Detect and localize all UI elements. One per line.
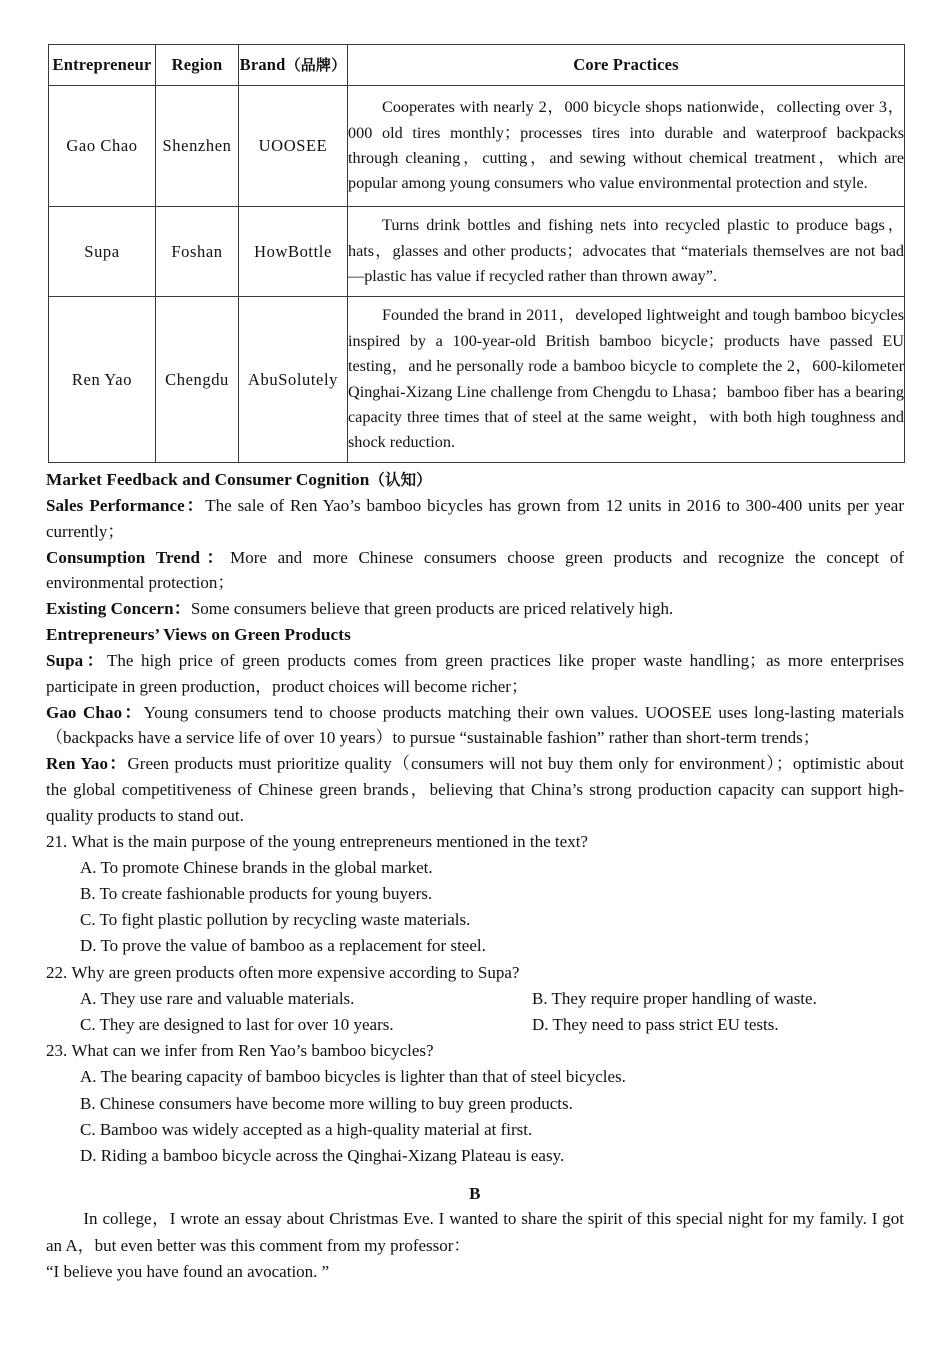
section-b-paragraph-2: “I believe you have found an avocation. ” xyxy=(46,1262,330,1282)
entrepreneur-table-wrapper xyxy=(48,44,905,463)
col-header-brand xyxy=(239,45,348,86)
colon-view-ren-yao: ： xyxy=(108,754,128,774)
view-item-gao-chao xyxy=(46,700,904,752)
question-23-option-b[interactable]: B. Chinese consumers have become more willing to buy green products. xyxy=(80,1093,573,1113)
colon-view-supa: ： xyxy=(83,650,107,670)
question-21-option-a[interactable]: A. To promote Chinese brands in the global market. xyxy=(80,857,433,877)
question-22-stem xyxy=(46,960,904,986)
label-sales-performance: Sales Performance xyxy=(46,496,185,515)
label-view-ren-yao: Ren Yao xyxy=(46,754,109,774)
question-23-text: What can we infer from Ren Yao’s bamboo bicycles? xyxy=(71,1041,434,1061)
section-heading-market-feedback-en: Market Feedback and Consumer Cognition xyxy=(46,470,370,489)
label-consumption-trend: Consumption Trend xyxy=(46,547,201,567)
cell-region: Foshan xyxy=(156,207,239,297)
question-22-number: 22. xyxy=(46,962,68,982)
question-21-number: 21. xyxy=(46,831,68,851)
question-22-options-row-1 xyxy=(46,986,904,1012)
question-21-stem xyxy=(46,829,904,855)
entrepreneur-table xyxy=(48,44,905,463)
text-view-ren-yao: Green products must prioritize quality（consumers will not buy them only for environment）；optimistic about the global competitiveness of Chinese green brands，believing that China’s strong production capacity can support high-quality products to stand out. xyxy=(46,754,905,825)
table-row xyxy=(49,207,905,297)
question-22-options-row-2 xyxy=(46,1012,904,1038)
article-body xyxy=(46,467,904,1285)
question-23-number: 23. xyxy=(46,1041,68,1061)
view-item-supa xyxy=(46,648,904,700)
cell-region: Shenzhen xyxy=(156,86,239,207)
question-22-option-b[interactable]: B. They require proper handling of waste. xyxy=(532,988,817,1008)
cell-region: Chengdu xyxy=(156,297,239,463)
colon-consumption-trend: ： xyxy=(200,547,231,567)
section-letter-b: B xyxy=(469,1184,481,1204)
col-header-brand-en: Brand xyxy=(239,55,286,74)
view-item-ren-yao xyxy=(46,751,904,828)
table-header-row xyxy=(49,45,905,86)
cell-brand: AbuSolutely xyxy=(239,297,348,463)
question-21 xyxy=(46,829,904,960)
question-23-option-c[interactable]: C. Bamboo was widely accepted as a high-quality material at first. xyxy=(80,1119,533,1139)
text-view-supa: The high price of green products comes from green practices like proper waste handling；as more enterprises participate in green production，product choices will become richer； xyxy=(46,650,904,696)
cell-entrepreneur: Gao Chao xyxy=(49,86,156,207)
question-21-option-d[interactable]: D. To prove the value of bamboo as a replacement for steel. xyxy=(80,936,486,956)
text-view-gao-chao: Young consumers tend to choose products matching their own values. UOOSEE uses long-lasting materials（backpacks have a service life of over 10 years）to pursue “sustainable fashion” rather than short-term trends； xyxy=(46,702,904,748)
table-row xyxy=(49,297,905,463)
section-heading-entrepreneurs-views: Entrepreneurs’ Views on Green Products xyxy=(46,624,351,644)
col-header-core-practices: Core Practices xyxy=(348,45,905,86)
market-item-existing-concern xyxy=(46,596,904,622)
section-heading-market-feedback-cn: （认知） xyxy=(369,471,432,489)
question-23 xyxy=(46,1038,904,1169)
table-row xyxy=(49,86,905,207)
cell-entrepreneur: Ren Yao xyxy=(49,297,156,463)
question-22-option-a[interactable]: A. They use rare and valuable materials. xyxy=(80,988,355,1008)
question-22-text: Why are green products often more expensive according to Supa? xyxy=(71,962,520,982)
cell-core-practices: Turns drink bottles and fishing nets into recycled plastic to produce bags，hats，glasses and other products；advocates that “materials themselves are not bad—plastic has value if recycled rather than thrown away”. xyxy=(348,207,905,297)
text-sales-performance: The sale of Ren Yao’s bamboo bicycles has grown from 12 units in 2016 to 300-400 units per year currently； xyxy=(46,496,904,541)
col-header-entrepreneur: Entrepreneur xyxy=(49,45,156,86)
colon-existing-concern: ： xyxy=(173,599,191,619)
question-22 xyxy=(46,960,904,1039)
question-23-option-a[interactable]: A. The bearing capacity of bamboo bicycles is lighter than that of steel bicycles. xyxy=(80,1067,626,1087)
market-item-sales-performance xyxy=(46,493,904,545)
text-consumption-trend: More and more Chinese consumers choose green products and recognize the concept of environmental protection； xyxy=(46,547,904,593)
text-existing-concern: Some consumers believe that green products are priced relatively high. xyxy=(190,599,674,619)
label-existing-concern: Existing Concern xyxy=(46,599,174,619)
colon-view-gao-chao: ： xyxy=(122,702,144,722)
question-21-text: What is the main purpose of the young entrepreneurs mentioned in the text? xyxy=(71,831,588,851)
question-23-option-d[interactable]: D. Riding a bamboo bicycle across the Qinghai-Xizang Plateau is easy. xyxy=(80,1146,565,1165)
cell-core-practices: Founded the brand in 2011，developed lightweight and tough bamboo bicycles inspired by a 100-year-old British bamboo bicycle；products have passed EU testing，and he personally rode a bamboo bicycle to complete the 2，600-kilometer Qinghai-Xizang Line challenge from Chengdu to Lhasa；bamboo fiber has a bearing capacity three times that of steel at the same weight，with both high toughness and shock reduction. xyxy=(348,297,905,463)
cell-brand: HowBottle xyxy=(239,207,348,297)
question-22-option-d[interactable]: D. They need to pass strict EU tests. xyxy=(532,1014,779,1034)
col-header-brand-cn: （品牌） xyxy=(285,56,347,74)
table-body xyxy=(49,86,905,463)
section-b-paragraph-1: In college，I wrote an essay about Christmas Eve. I wanted to share the spirit of this special night for my family. I got an A，but even better was this comment from my professor： xyxy=(46,1209,904,1255)
section-heading-market-feedback xyxy=(46,467,904,493)
cell-brand: UOOSEE xyxy=(239,86,348,207)
label-view-gao-chao: Gao Chao xyxy=(46,702,123,722)
question-23-stem xyxy=(46,1038,904,1064)
table-header xyxy=(49,45,905,86)
market-item-consumption-trend xyxy=(46,545,904,597)
question-22-option-c[interactable]: C. They are designed to last for over 10 years. xyxy=(80,1014,394,1034)
colon-sales-performance: ： xyxy=(184,496,206,515)
col-header-region: Region xyxy=(156,45,239,86)
question-21-option-b[interactable]: B. To create fashionable products for young buyers. xyxy=(80,883,433,903)
label-view-supa: Supa xyxy=(46,650,84,670)
cell-entrepreneur: Supa xyxy=(49,207,156,297)
question-21-option-c[interactable]: C. To fight plastic pollution by recycling waste materials. xyxy=(80,910,471,930)
cell-core-practices: Cooperates with nearly 2，000 bicycle shops nationwide，collecting over 3，000 old tires monthly；processes tires into durable and waterproof backpacks through cleaning，cutting，and sewing without chemical treatment，which are popular among young consumers who value environmental protection and style. xyxy=(348,86,905,207)
